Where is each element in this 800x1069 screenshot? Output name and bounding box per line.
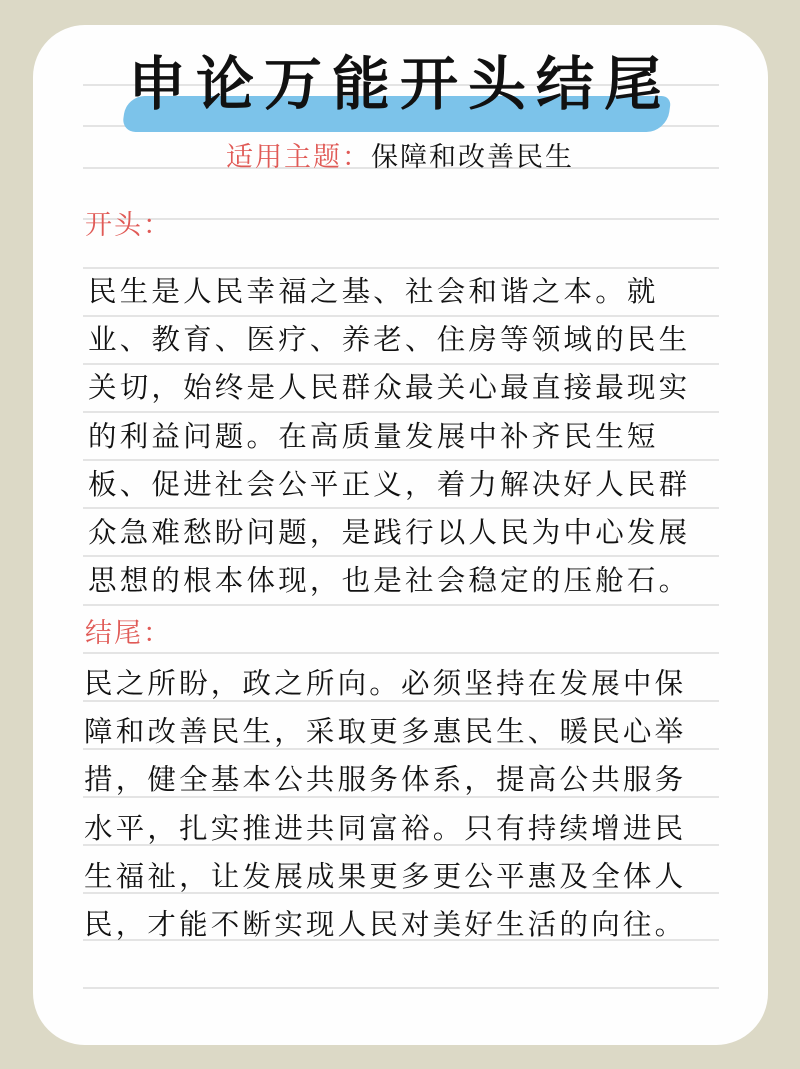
paragraph-line: 生福祉，让发展成果更多更公平惠及全体人 <box>84 859 687 893</box>
ruled-line <box>83 987 719 989</box>
paragraph-line: 的利益问题。在高质量发展中补齐民生短 <box>88 419 659 453</box>
paragraph-line: 业、教育、医疗、养老、住房等领域的民生 <box>88 323 691 357</box>
paragraph-line: 众急难愁盼问题，是践行以人民为中心发展 <box>88 516 691 550</box>
ruled-line <box>83 218 719 220</box>
theme-line <box>0 138 800 178</box>
paragraph-line: 民，才能不断实现人民对美好生活的向往。 <box>84 908 687 942</box>
paragraph-line: 民生是人民幸福之基、社会和谐之本。就 <box>88 275 659 308</box>
opening-heading: 开头： <box>85 210 172 241</box>
paragraph-line: 民之所盼，政之所向。必须坚持在发展中保 <box>84 667 687 700</box>
paragraph-line: 水平，扎实推进共同富裕。只有持续增进民 <box>84 811 687 845</box>
paragraph-line: 板、促进社会公平正义，着力解决好人民群 <box>88 467 691 501</box>
closing-heading: 结尾： <box>85 618 172 649</box>
ruled-line <box>83 652 719 654</box>
paragraph-line: 关切，始终是人民群众最关心最直接最现实 <box>88 371 691 405</box>
title-block <box>0 44 800 134</box>
page-title: 申论万能开头结尾 <box>127 50 672 118</box>
paragraph-line: 思想的根本体现，也是社会稳定的压舱石。 <box>88 564 691 598</box>
theme-value: 保障和改善民生 <box>371 142 574 173</box>
paragraph-line: 措，健全基本公共服务体系，提高公共服务 <box>84 763 687 797</box>
closing-paragraph <box>84 660 714 949</box>
theme-label: 适用主题： <box>226 142 371 173</box>
paragraph-line: 障和改善民生，采取更多惠民生、暖民心举 <box>84 715 687 749</box>
opening-paragraph <box>88 268 718 605</box>
